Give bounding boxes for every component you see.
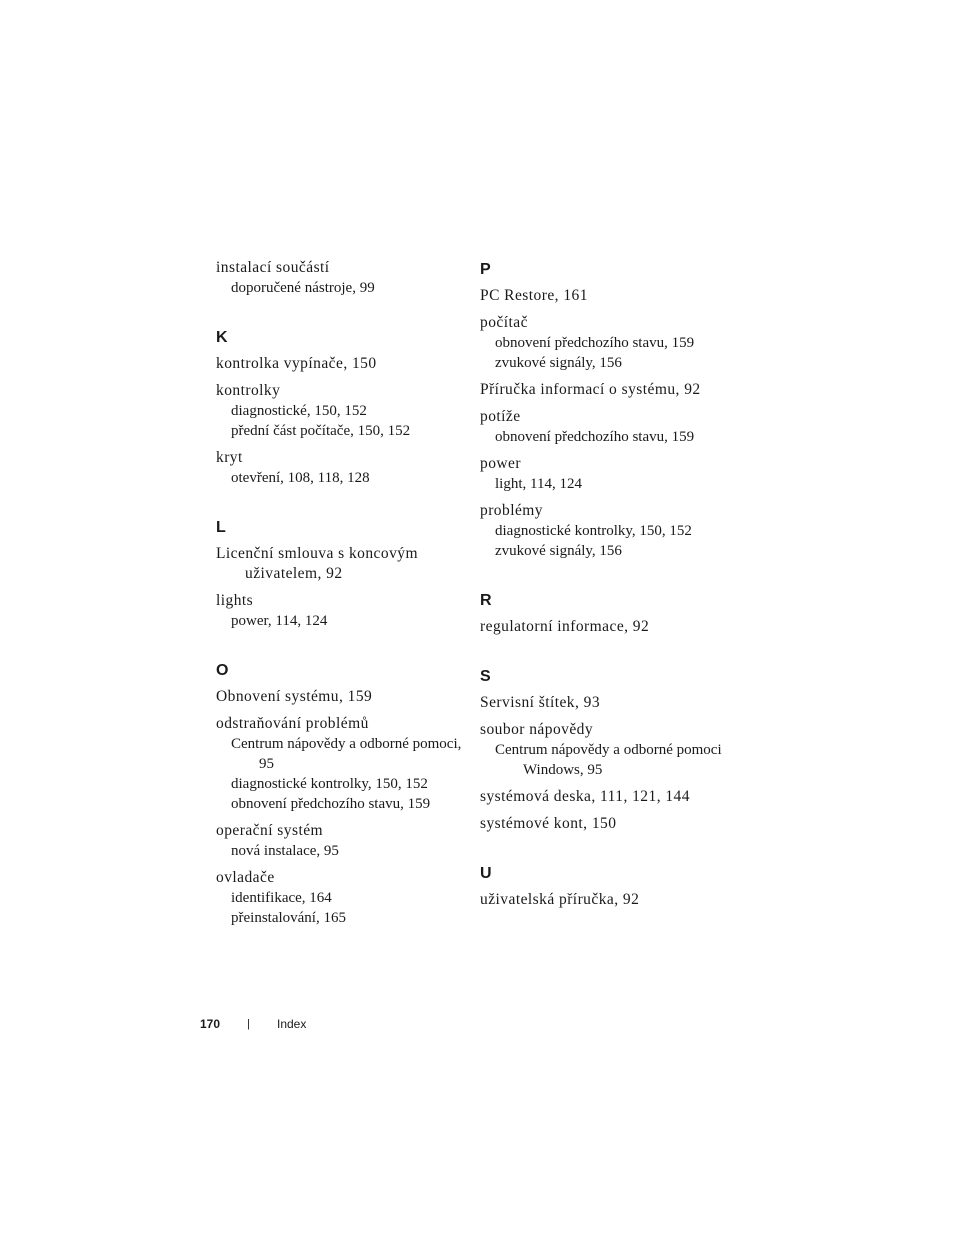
index-entry [216, 258, 466, 298]
index-entry [216, 868, 466, 928]
section-letter: S [480, 668, 491, 685]
entry-subterm: obnovení předchozího stavu, 159 [231, 796, 431, 812]
index-entry [216, 354, 466, 374]
index-entry [216, 544, 466, 584]
index-column-right [480, 258, 730, 938]
entry-subterm: přeinstalování, 165 [231, 910, 346, 926]
index-section [480, 665, 730, 834]
entry-subterm: diagnostické, 150, 152 [231, 403, 367, 419]
entry-subterm: zvukové signály, 156 [495, 355, 622, 371]
section-letter: K [216, 329, 228, 346]
entry-subterm: light, 114, 124 [495, 476, 582, 492]
entry-term: operační systém [216, 822, 324, 839]
index-section [480, 862, 730, 910]
entry-term: PC Restore, 161 [480, 287, 588, 304]
entry-subterm: doporučené nástroje, 99 [231, 280, 375, 296]
entry-term: ovladače [216, 869, 275, 886]
entry-term: uživatelská příručka, 92 [480, 891, 640, 908]
section-letter: U [480, 865, 492, 882]
index-section [480, 258, 730, 561]
index-entry [480, 693, 730, 713]
entry-term: Obnovení systému, 159 [216, 688, 373, 705]
section-letter: R [480, 592, 492, 609]
index-entry [216, 714, 466, 814]
page-number: 170 [200, 1017, 221, 1031]
entry-subterm: diagnostické kontrolky, 150, 152 [495, 523, 692, 539]
entry-subterm: přední část počítače, 150, 152 [231, 423, 411, 439]
entry-term: kryt [216, 449, 243, 466]
entry-term: soubor nápovědy [480, 721, 594, 738]
entry-term: systémová deska, 111, 121, 144 [480, 788, 690, 805]
entry-term: Příručka informací o systému, 92 [480, 381, 701, 398]
index-section [216, 258, 466, 298]
section-letter: L [216, 519, 226, 536]
entry-term: počítač [480, 314, 528, 331]
entry-term: problémy [480, 502, 544, 519]
entry-term: power [480, 455, 521, 472]
index-entry [216, 381, 466, 441]
entry-subterm: diagnostické kontrolky, 150, 152 [231, 776, 428, 792]
entry-term: Servisní štítek, 93 [480, 694, 601, 711]
index-section [480, 589, 730, 637]
index-entry [480, 787, 730, 807]
index-entry [480, 814, 730, 834]
index-section [216, 326, 466, 488]
entry-term: instalací součástí [216, 259, 330, 276]
entry-term: kontrolka vypínače, 150 [216, 355, 377, 372]
entry-term: odstraňování problémů [216, 715, 369, 732]
index-entry [480, 617, 730, 637]
index-entry [480, 313, 730, 373]
footer-label: Index [277, 1017, 307, 1031]
entry-term: Licenční smlouva s koncovým uživatelem, 92 [216, 545, 418, 582]
entry-subterm: otevření, 108, 118, 128 [231, 470, 370, 486]
index-entry [216, 687, 466, 707]
entry-subterm: identifikace, 164 [231, 890, 332, 906]
entry-subterm: zvukové signály, 156 [495, 543, 622, 559]
entry-subterm: obnovení předchozího stavu, 159 [495, 429, 695, 445]
entry-term: regulatorní informace, 92 [480, 618, 650, 635]
index-column-left [216, 258, 466, 956]
entry-subterm: obnovení předchozího stavu, 159 [495, 335, 695, 351]
footer-separator: | [247, 1018, 250, 1030]
index-entry [480, 890, 730, 910]
index-entry [216, 448, 466, 488]
index-entry [480, 720, 730, 780]
index-section [216, 516, 466, 631]
entry-term: systémové kont, 150 [480, 815, 617, 832]
index-entry [480, 286, 730, 306]
index-entry [216, 591, 466, 631]
index-entry [480, 407, 730, 447]
entry-subterm: power, 114, 124 [231, 613, 328, 629]
index-entry [216, 821, 466, 861]
section-letter: P [480, 261, 491, 278]
entry-subterm: nová instalace, 95 [231, 843, 339, 859]
index-section [216, 659, 466, 928]
section-letter: O [216, 662, 229, 679]
entry-term: potíže [480, 408, 521, 425]
entry-subterm: Centrum nápovědy a odborné pomoci, 95 [231, 736, 462, 772]
entry-term: lights [216, 592, 254, 609]
index-entry [480, 380, 730, 400]
entry-term: kontrolky [216, 382, 281, 399]
entry-subterm: Centrum nápovědy a odborné pomoci Windows, 95 [495, 742, 722, 778]
index-entry [480, 454, 730, 494]
index-entry [480, 501, 730, 561]
